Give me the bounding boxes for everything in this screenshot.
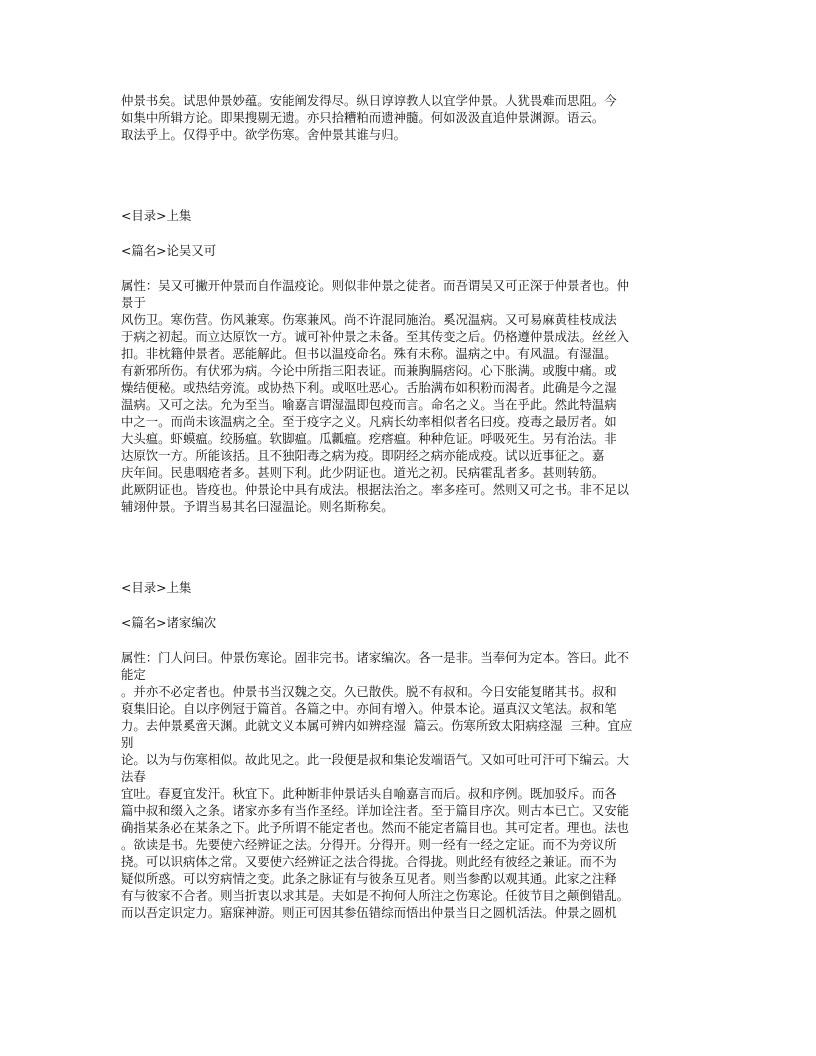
text-line: 此厥阴证也。皆疫也。仲景论中具有成法。根据法治之。率多痊可。然则又可之书。非不足以	[121, 482, 630, 497]
text-line: 。并亦不必定者也。仲景书当汉魏之交。久已散佚。脱不有叔和。今日安能复睹其书。叔和	[121, 684, 617, 699]
document-page	[121, 92, 696, 921]
section-zhu-jia-bian-ci	[121, 579, 696, 921]
intro-paragraph	[121, 92, 696, 143]
text-line: 有新邪所伤。有伏邪为病。今论中所指三阳表证。而兼胸膈痞闷。心下胀满。或腹中痛。或	[121, 363, 617, 378]
text-line: 如集中所辑方论。即果搜剔无遗。亦只拾糟粕而遗神髓。何如汲汲直追仲景渊源。语云。	[121, 110, 605, 125]
chapter-title: <篇名>论吴又可	[121, 243, 217, 258]
text-line: 宜吐。春夏宜发汗。秋宜下。此种断非仲景话头自喻嘉言而后。叔和序例。既加驳斥。而各	[121, 786, 617, 801]
text-line: 力。去仲景奚啻天渊。此就文义本属可辨内如辨痉湿 篇云。伤寒所致太阳病痉湿 三种。宜应	[121, 718, 633, 733]
text-line: 庆年间。民患咽疮者多。甚则下利。此少阴证也。道光之初。民病霍乱者多。甚则转筋。	[121, 465, 605, 480]
text-line: 而以吾定识定力。寤寐神游。则正可因其参伍错综而悟出仲景当日之圆机活法。仲景之圆机	[121, 905, 617, 920]
text-line: 裒集旧论。自以序例冠于篇首。各篇之中。亦间有增入。仲景本论。逼真汉文笔法。叔和笔	[121, 701, 617, 716]
text-line: 能定	[121, 667, 146, 682]
text-line: 温病。又可之法。允为至当。喻嘉言谓湿温即包疫而言。命名之义。当在乎此。然此特温病	[121, 397, 617, 412]
catalog-heading: <目录>上集	[121, 580, 192, 595]
text-line: 挠。可以识病体之常。又要使六经辨证之法合得拢。合得拢。则此经有彼经之兼证。而不为	[121, 854, 617, 869]
text-line: 。欲读是书。先要使六经辨证之法。分得开。分得开。则一经有一经之定证。而不为旁议所	[121, 837, 617, 852]
text-line: 风伤卫。寒伤营。伤风兼寒。伤寒兼风。尚不许混同施治。奚况温病。又可易麻黄桂枝成法	[121, 312, 617, 327]
text-line: 论。以为与伤寒相似。故此见之。此一段便是叔和集论发端语气。又如可吐可汗可下编云。大	[121, 752, 630, 767]
text-line: 属性：吴又可撇开仲景而自作温疫论。则似非仲景之徒者。而吾谓吴又可正深于仲景者也。仲	[121, 278, 630, 293]
text-line: 扣。非枕籍仲景者。恶能解此。但书以温疫命名。殊有未称。温病之中。有风温。有湿温。	[121, 346, 617, 361]
text-line: 法春	[121, 769, 146, 784]
text-line: 别	[121, 735, 134, 750]
chapter-title: <篇名>诸家编次	[121, 615, 217, 630]
text-line: 确指某条必在某条之下。此予所谓不能定者也。然而不能定者篇目也。其可定者。理也。法也	[121, 820, 630, 835]
text-line: 取法乎上。仅得乎中。欲学伤寒。舍仲景其谁与归。	[121, 127, 406, 142]
text-line: 辅翊仲景。予谓当易其名曰湿温论。则名斯称矣。	[121, 499, 394, 514]
text-line: 景于	[121, 295, 146, 310]
text-line: 仲景书矣。试思仲景妙蕴。安能阐发得尽。纵日谆谆教人以宜学仲景。人犹畏难而思阻。今	[121, 93, 617, 108]
chapter-body	[121, 649, 696, 921]
text-line: 达原饮一方。所能该括。且不独阳毒之病为疫。即阴经之病亦能成疫。试以近事征之。嘉	[121, 448, 605, 463]
catalog-heading: <目录>上集	[121, 208, 192, 223]
text-line: 于病之初起。而立达原饮一方。诚可补仲景之未备。至其传变之后。仍格遵仲景成法。丝丝入	[121, 329, 630, 344]
text-line: 大头瘟。虾蟆瘟。绞肠瘟。软脚瘟。瓜瓤瘟。疙瘩瘟。种种危证。呼吸死生。另有治法。非	[121, 431, 617, 446]
section-lun-wu-you-ke	[121, 207, 696, 515]
text-line: 属性：门人问曰。仲景伤寒论。固非完书。诸家编次。各一是非。当奉何为定本。答曰。此不	[121, 650, 630, 665]
text-line: 中之一。而尚未该温病之全。至于疫字之义。凡病长幼率相似者名曰疫。疫毒之最厉者。如	[121, 414, 617, 429]
text-line: 疑似所惑。可以穷病情之变。此条之脉证有与彼条互见者。则当参酌以观其通。此家之注释	[121, 871, 617, 886]
text-line: 篇中叔和缀入之条。诸家亦多有当作圣经。详加诠注者。至于篇目序次。则古本已亡。又安能	[121, 803, 630, 818]
text-line: 燥结便秘。或热结旁流。或协热下利。或呕吐恶心。舌胎满布如积粉而渴者。此确是今之湿	[121, 380, 617, 395]
text-line: 有与彼家不合者。则当折衷以求其是。夫如是不拘何人所注之伤寒论。任彼节目之颠倒错乱。	[121, 888, 630, 903]
chapter-body	[121, 277, 696, 515]
